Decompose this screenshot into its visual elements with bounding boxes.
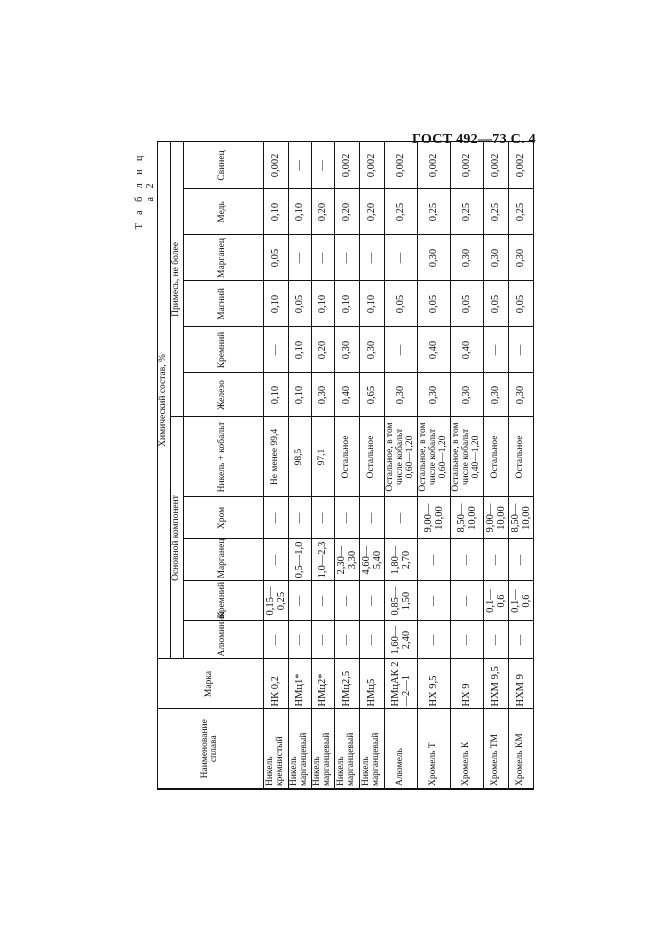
header-base: Основной компонент xyxy=(170,417,183,659)
alloy-mark: НК 0,2 xyxy=(263,659,288,709)
cell-Марганец: 2,30—3,30 xyxy=(334,539,359,581)
cell-Кремний: 0,40 xyxy=(450,327,483,373)
cell-Алюминий: — xyxy=(483,621,508,659)
cell-Кремний: 0,15—0,25 xyxy=(263,581,288,621)
cell-Медь: 0,25 xyxy=(417,189,450,235)
cell-Железо: 0,40 xyxy=(334,373,359,417)
header-col-8: Марганец xyxy=(183,235,263,281)
alloy-name: Никель марганцевый xyxy=(311,709,334,789)
cell-Свинец: 0,002 xyxy=(359,142,384,189)
cell-Никель + кобальт: Остальное xyxy=(483,417,508,497)
cell-Медь: 0,10 xyxy=(263,189,288,235)
cell-Магний: 0,05 xyxy=(508,281,533,327)
table-label: Т а б л и ц а 2 xyxy=(134,152,156,230)
header-col-4: Никель + кобальт xyxy=(183,417,263,497)
cell-Хром: 8,50—10,00 xyxy=(508,497,533,539)
cell-Магний: 0,05 xyxy=(384,281,417,327)
cell-Никель + кобальт: Остальное xyxy=(508,417,533,497)
cell-Свинец: — xyxy=(288,142,311,189)
cell-Марганец: — xyxy=(483,539,508,581)
cell-Железо: 0,65 xyxy=(359,373,384,417)
header-col-7: Магний xyxy=(183,281,263,327)
alloy-mark: НХМ 9,5 xyxy=(483,659,508,709)
cell-Марганец: — xyxy=(384,235,417,281)
cell-Кремний: — xyxy=(288,581,311,621)
cell-Алюминий: — xyxy=(450,621,483,659)
cell-Железо: 0,10 xyxy=(263,373,288,417)
cell-Медь: 0,25 xyxy=(483,189,508,235)
alloy-name: Хромель К xyxy=(450,709,483,789)
cell-Кремний: — xyxy=(483,327,508,373)
alloy-mark: НХМ 9 xyxy=(508,659,533,709)
cell-Марганец: — xyxy=(288,235,311,281)
cell-Свинец: 0,002 xyxy=(263,142,288,189)
alloy-name: Никель марганцевый xyxy=(288,709,311,789)
cell-Никель + кобальт: Остальное, в том числе кобальт 0,60—1,20 xyxy=(384,417,417,497)
cell-Марганец: 0,30 xyxy=(508,235,533,281)
cell-Хром: — xyxy=(288,497,311,539)
alloy-name: Хромель ТМ xyxy=(483,709,508,789)
cell-Марганец: — xyxy=(359,235,384,281)
header-col-1: Кремний xyxy=(183,581,263,621)
alloy-mark: НХ 9 xyxy=(450,659,483,709)
table-row xyxy=(508,142,533,789)
cell-Марганец: 0,30 xyxy=(483,235,508,281)
cell-Свинец: 0,002 xyxy=(450,142,483,189)
cell-Кремний: — xyxy=(384,327,417,373)
cell-Марганец: — xyxy=(508,539,533,581)
cell-Никель + кобальт: 97,1 xyxy=(311,417,334,497)
cell-Кремний: 0,30 xyxy=(334,327,359,373)
cell-Марганец: 1,80—2,70 xyxy=(384,539,417,581)
cell-Железо: 0,30 xyxy=(450,373,483,417)
header-col-3: Хром xyxy=(183,497,263,539)
cell-Никель + кобальт: Не менее 99,4 xyxy=(263,417,288,497)
table-row xyxy=(450,142,483,789)
cell-Алюминий: — xyxy=(508,621,533,659)
cell-Марганец: 0,30 xyxy=(450,235,483,281)
alloy-mark: НМц1* xyxy=(288,659,311,709)
cell-Хром: — xyxy=(384,497,417,539)
cell-Кремний: — xyxy=(508,327,533,373)
table-row xyxy=(384,142,417,789)
cell-Медь: 0,25 xyxy=(450,189,483,235)
table-row xyxy=(359,142,384,789)
cell-Магний: 0,05 xyxy=(417,281,450,327)
cell-Свинец: 0,002 xyxy=(334,142,359,189)
table-row xyxy=(483,142,508,789)
cell-Хром: 8,50—10,00 xyxy=(450,497,483,539)
cell-Железо: 0,30 xyxy=(311,373,334,417)
header-mark: Марка xyxy=(158,659,264,709)
cell-Алюминий: — xyxy=(311,621,334,659)
cell-Марганец: 0,5—1,0 xyxy=(288,539,311,581)
cell-Марганец: 1,0—2,3 xyxy=(311,539,334,581)
cell-Хром: — xyxy=(311,497,334,539)
cell-Хром: — xyxy=(334,497,359,539)
header-impurities: Примесь, не более xyxy=(170,142,183,417)
cell-Магний: 0,10 xyxy=(263,281,288,327)
cell-Свинец: — xyxy=(311,142,334,189)
cell-Свинец: 0,002 xyxy=(384,142,417,189)
cell-Алюминий: 1,60—2,40 xyxy=(384,621,417,659)
table-row xyxy=(288,142,311,789)
header-col-10: Свинец xyxy=(183,142,263,189)
composition-table xyxy=(157,141,534,790)
header-col-0: Алюминий xyxy=(183,621,263,659)
cell-Марганец: — xyxy=(263,539,288,581)
cell-Свинец: 0,002 xyxy=(417,142,450,189)
cell-Марганец: — xyxy=(417,539,450,581)
cell-Железо: 0,10 xyxy=(288,373,311,417)
alloy-mark: НМц5 xyxy=(359,659,384,709)
alloy-name: Никель кремнистый xyxy=(263,709,288,789)
header-col-5: Железо xyxy=(183,373,263,417)
cell-Марганец: — xyxy=(334,235,359,281)
cell-Кремний: 0,20 xyxy=(311,327,334,373)
cell-Хром: 9,00—10,00 xyxy=(483,497,508,539)
cell-Медь: 0,25 xyxy=(508,189,533,235)
cell-Магний: 0,05 xyxy=(450,281,483,327)
cell-Железо: 0,30 xyxy=(384,373,417,417)
cell-Марганец: 4,60—5,40 xyxy=(359,539,384,581)
cell-Железо: 0,30 xyxy=(483,373,508,417)
cell-Кремний: 0,10 xyxy=(288,327,311,373)
cell-Алюминий: — xyxy=(288,621,311,659)
cell-Никель + кобальт: Остальное, в том числе кобальт 0,40—1,20 xyxy=(450,417,483,497)
cell-Кремний: — xyxy=(450,581,483,621)
cell-Алюминий: — xyxy=(334,621,359,659)
cell-Медь: 0,20 xyxy=(334,189,359,235)
alloy-name: Хромель КМ xyxy=(508,709,533,789)
cell-Кремний: 0,30 xyxy=(359,327,384,373)
cell-Железо: 0,30 xyxy=(417,373,450,417)
cell-Магний: 0,10 xyxy=(359,281,384,327)
table-row xyxy=(334,142,359,789)
cell-Кремний: — xyxy=(417,581,450,621)
cell-Хром: 9,00—10,00 xyxy=(417,497,450,539)
cell-Марганец: — xyxy=(450,539,483,581)
cell-Никель + кобальт: Остальное xyxy=(359,417,384,497)
header-name: Наименование сплава xyxy=(158,709,264,789)
alloy-name: Никель марганцевый xyxy=(334,709,359,789)
cell-Кремний: 0,1—0,6 xyxy=(508,581,533,621)
cell-Марганец: 0,30 xyxy=(417,235,450,281)
cell-Никель + кобальт: Остальное, в том числе кобальт 0,60—1,20 xyxy=(417,417,450,497)
cell-Хром: — xyxy=(359,497,384,539)
table-row xyxy=(417,142,450,789)
cell-Медь: 0,20 xyxy=(311,189,334,235)
alloy-mark: НМцАК 2—2—1 xyxy=(384,659,417,709)
header-composition: Химический состав, % xyxy=(158,142,171,659)
cell-Магний: 0,10 xyxy=(311,281,334,327)
cell-Никель + кобальт: Остальное xyxy=(334,417,359,497)
cell-Алюминий: — xyxy=(417,621,450,659)
cell-Медь: 0,10 xyxy=(288,189,311,235)
header-col-9: Медь xyxy=(183,189,263,235)
table-row xyxy=(311,142,334,789)
cell-Свинец: 0,002 xyxy=(508,142,533,189)
cell-Кремний: — xyxy=(263,327,288,373)
alloy-mark: НМц2* xyxy=(311,659,334,709)
cell-Магний: 0,10 xyxy=(334,281,359,327)
alloy-name: Алюмель xyxy=(384,709,417,789)
composition-table-rotated xyxy=(157,145,532,790)
cell-Кремний: — xyxy=(359,581,384,621)
cell-Алюминий: — xyxy=(263,621,288,659)
alloy-name: Никель марганцевый xyxy=(359,709,384,789)
page-header: ГОСТ 492—73 С. 4 xyxy=(412,132,536,147)
cell-Железо: 0,30 xyxy=(508,373,533,417)
cell-Кремний: 0,40 xyxy=(417,327,450,373)
cell-Медь: 0,25 xyxy=(384,189,417,235)
cell-Кремний: 0,85—1,50 xyxy=(384,581,417,621)
cell-Медь: 0,20 xyxy=(359,189,384,235)
header-col-6: Кремний xyxy=(183,327,263,373)
alloy-name: Хромель Т xyxy=(417,709,450,789)
cell-Кремний: — xyxy=(311,581,334,621)
cell-Марганец: 0,05 xyxy=(263,235,288,281)
cell-Кремний: 0,1—0,6 xyxy=(483,581,508,621)
alloy-mark: НХ 9,5 xyxy=(417,659,450,709)
cell-Марганец: — xyxy=(311,235,334,281)
alloy-mark: НМц2,5 xyxy=(334,659,359,709)
cell-Алюминий: — xyxy=(359,621,384,659)
cell-Кремний: — xyxy=(334,581,359,621)
cell-Свинец: 0,002 xyxy=(483,142,508,189)
table-row xyxy=(263,142,288,789)
cell-Хром: — xyxy=(263,497,288,539)
cell-Никель + кобальт: 98,5 xyxy=(288,417,311,497)
cell-Магний: 0,05 xyxy=(483,281,508,327)
cell-Магний: 0,05 xyxy=(288,281,311,327)
header-col-2: Марганец xyxy=(183,539,263,581)
